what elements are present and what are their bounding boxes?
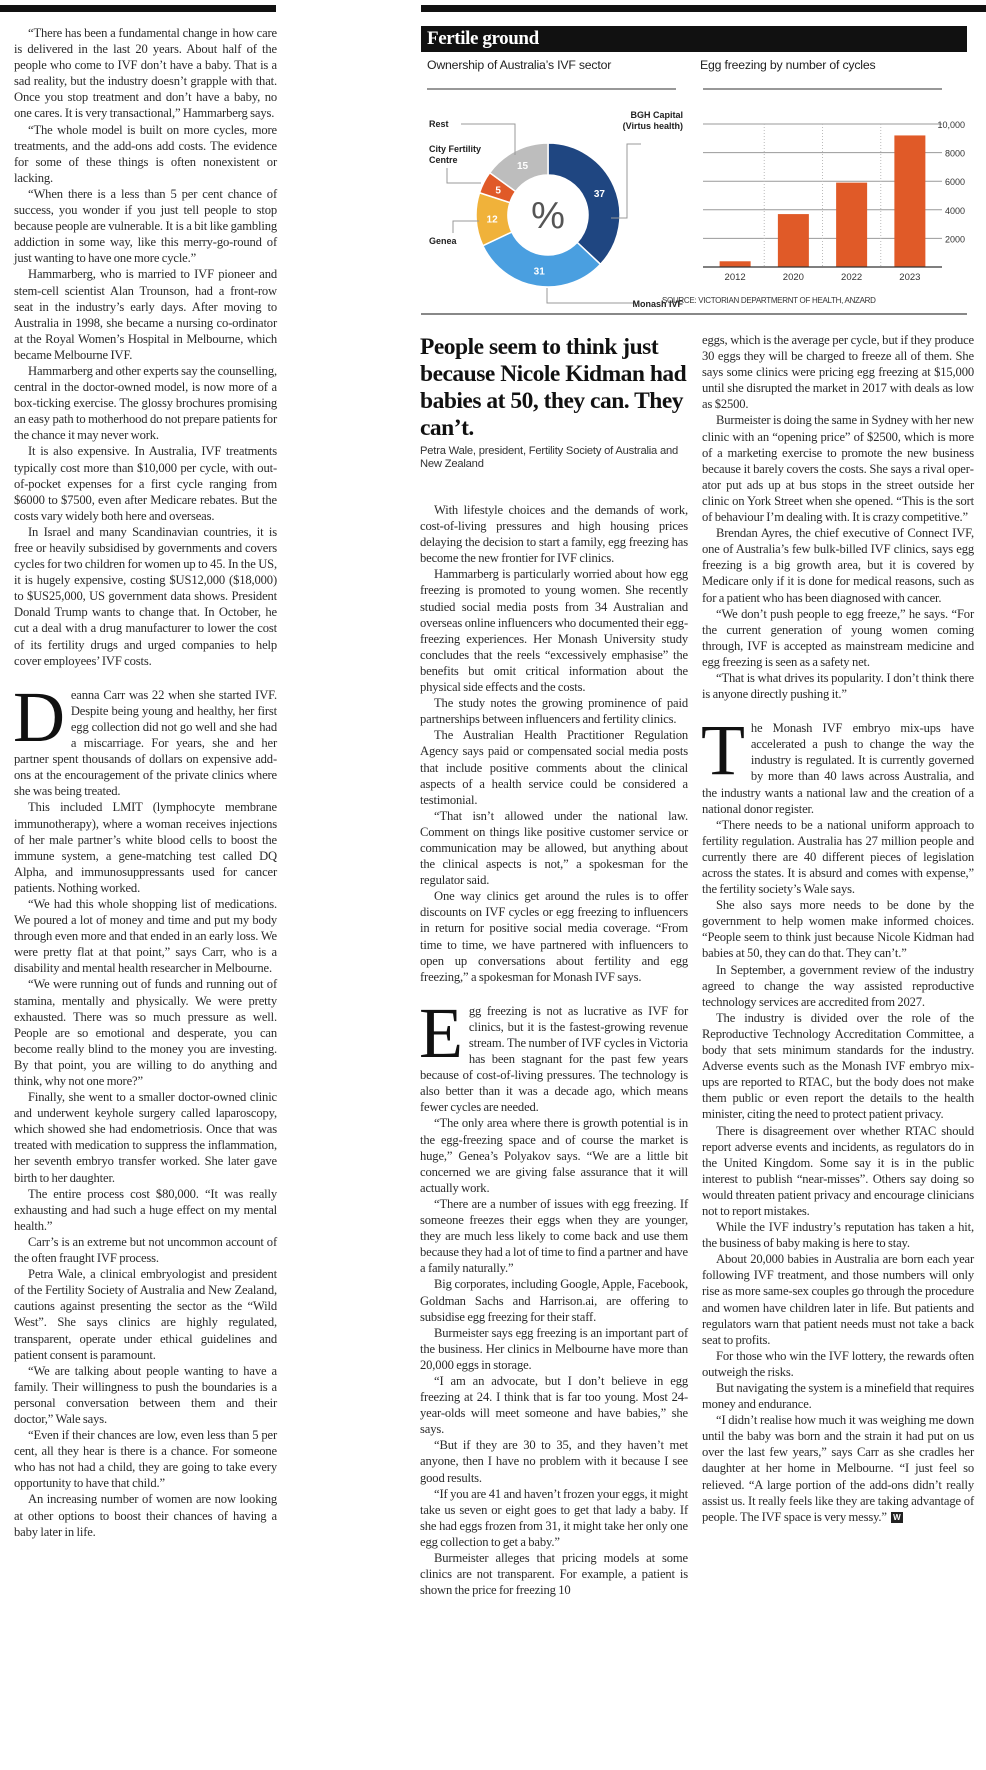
leader-line	[447, 168, 481, 183]
body-paragraph: Burmeister alleges that pricing models at some clinics are not transparent. For example, a patient is shown the price for freezing 10	[420, 1551, 688, 1598]
slice-value-label: 15	[517, 161, 529, 173]
closing-text: “I didn’t realise how much it was weighing me down until the baby was born and the strain it had put on us over the last few years,” says Carr as she cradles her daughter at her home in Melbourne. “I just feel so relieved. “A large portion of the add-ons didn’t really assist us. It really feels like they are taking advantage of people. The IVF space is very messy.”	[702, 1413, 974, 1524]
end-mark-icon: W	[891, 1512, 903, 1523]
slice-value-label: 12	[486, 214, 498, 226]
column-right	[702, 332, 974, 1525]
right-block-1	[702, 412, 974, 702]
x-tick-label: 2023	[899, 272, 921, 283]
middle-dropcap-paragraph	[419, 992, 688, 1116]
leader-line	[547, 288, 636, 303]
slice-value-label: 5	[495, 185, 501, 197]
closing-paragraph	[702, 1412, 974, 1525]
x-tick-label: 2012	[724, 272, 746, 283]
body-paragraph: There is disagreement over whether RTAC should report adverse events and incidents, as regulators do in the United Kingdom. Some say it is in the public interest to publish “near-misses”. Others say doing so would threaten patient privacy and encourage clinicians not to report mistakes.	[702, 1123, 974, 1218]
dropcap-text: gg freezing is not as lucrative as IVF for clinics, but it is the fastest-growing revenue stream. The number of IVF cycles in Victoria has been stagnant for the past few years because of cost-of-living pressures. The technology is also better than it was a decade ago, which means fewer cycles are needed.	[420, 1003, 688, 1115]
body-paragraph: “There has been a fundamental change in how care is delivered in the last 20 years. About half of the people who come to IVF don’t have a baby. That is a sad reality, but the industry doesn’t grapple with that. Once you stop treatment and don’t have a baby, no one cares. It is very transactional,” Hammarberg says.	[14, 26, 277, 121]
body-paragraph: Hammarberg and other experts say the counselling, central in the doctor-owned model, is now more of a box-ticking exercise. The glossy brochures promising an easy path to motherhood do not prepare patients for the chance it may never work.	[14, 363, 277, 443]
body-paragraph: Brendan Ayres, the chief executive of Connect IVF, one of Australia’s few bulk-billed IVF clinics, says egg freezing is a big growth area, but it is covered by Medicare only if it is done for medical reasons, such as for a patient who has been diagnosed with cancer.	[702, 526, 974, 605]
slice-name-label: Genea	[429, 236, 457, 246]
infographic-fertile-ground	[421, 26, 967, 318]
donut-subtitle: Ownership of Australia’s IVF sector	[427, 58, 612, 72]
slice-value-label: 31	[533, 266, 545, 278]
body-paragraph: The industry is divided over the role of the Reproductive Technology Accreditation Committee, a body that sets minimum standards for the industry. Adverse events such as the Monash IVF embryo mix-ups are reported to RTAC, but the body does not make them public or even report the details to the health minister, citing the need to protect patient privacy.	[702, 1010, 974, 1122]
column-middle	[420, 502, 688, 1598]
top-rule-left	[0, 5, 276, 12]
slice-name-label: Monash IVF	[632, 299, 683, 308]
body-paragraph: “We are talking about people wanting to have a family. Their willingness to push the boundaries is a personal conversation between them and their doctor,” Wale says.	[14, 1363, 277, 1426]
body-paragraph: In Israel and many Scandinavian countries, it is free or heavily subsidised by governments and covers cycles for two children for women up to 45. In the US, it is hugely expensive, costing $US12,000 ($18,000) to $US25,000, US government data shows. President Donald Trump wants to change that. In October, he cut a deal with a drug manufacturer to lower the cost of its fertility drugs and urged companies to help cover employees’ IVF costs.	[14, 524, 277, 668]
body-paragraph: “When there is a less than 5 per cent chance of success, you wonder if you just tell people to stop because people are vulnerable. It is a bit like gambling addiction in some way, like this merry-go-round of just wanting to have one more cycle.”	[14, 186, 277, 266]
donut-center-symbol: %	[531, 195, 565, 237]
body-paragraph: “That is what drives its popularity. I don’t think there is anyone directly pushing it.”	[702, 670, 974, 702]
x-tick-label: 2022	[841, 272, 863, 283]
slice-name-label: Centre	[429, 155, 458, 165]
middle-block-2	[420, 1115, 688, 1598]
bar-2020	[778, 214, 809, 267]
body-paragraph: But navigating the system is a minefield that requires money and endurance.	[702, 1381, 974, 1412]
chart-source: SOURCE: VICTORIAN DEPARTMERNT OF HEALTH, ANZARD	[662, 296, 876, 305]
bar-chart	[697, 78, 967, 293]
y-tick-label: 2000	[944, 234, 965, 245]
pull-quote-text: People seem to think just because Nicole Kidman had babies at 50, they can. They can’t.	[420, 334, 687, 441]
body-paragraph: About 20,000 babies in Australia are born each year following IVF treatment, and those numbers will only rise as more same-sex couples go through the procedure and women have children later in life. But patients and regulators warn that patient needs must not take a back seat to profits.	[702, 1252, 974, 1347]
graphic-bottom-rule	[421, 313, 967, 315]
slice-name-label: (Virtus health)	[622, 121, 683, 131]
bar-2012	[720, 261, 751, 267]
body-paragraph: With lifestyle choices and the demands of work, cost-of-living pressures and high housing prices delaying the decision to start a family, egg freezing has become the new frontier for IVF clinics.	[420, 503, 688, 566]
body-paragraph: An increasing number of women are now looking at other options to boost their chances of having a baby later in life.	[14, 1492, 277, 1539]
middle-block-1	[420, 502, 688, 985]
body-paragraph: The Australian Health Practitioner Regulation Agency says paid or compensated social media posts that include positive comments about the clinical aspects of a health service could be considered a testimonial.	[420, 728, 688, 807]
bar-2023	[894, 135, 925, 267]
body-paragraph: “We don’t push people to egg freeze,” he says. “For the current generation of young women coming through, IVF is accepted as mainstream medicine and egg freezing is seen as a safety net.	[702, 606, 974, 669]
body-paragraph: “Even if their chances are low, even less than 5 per cent, all they hear is there is a chance. For someone who has not had a child, they are going to take every opportunity to have that child.”	[14, 1428, 277, 1491]
bar-subtitle: Egg freezing by number of cycles	[700, 58, 876, 72]
y-tick-label: 6000	[944, 177, 965, 188]
slice-name-label: BGH Capital	[630, 110, 683, 120]
body-paragraph: She also says more needs to be done by the government to help women make informed choices. “People seem to think just because Nicole Kidman had babies at 50, they can do that. They can’t.”	[702, 898, 974, 961]
dropcap-text: eanna Carr was 22 when she started IVF. Despite being young and healthy, her first egg collection did not go well and she had a miscarriage. For years, she and her partner spent thousands of dollars on expensive add-ons at the encouragement of the private clinics where she was being treated.	[14, 687, 277, 799]
pull-quote-attribution: Petra Wale, president, Fertility Society of Australia and New Zealand	[420, 445, 679, 470]
body-paragraph: While the IVF industry’s reputation has taken a hit, the business of baby making is here to stay.	[702, 1220, 974, 1251]
body-paragraph: “I am an advocate, but I don’t believe in egg freezing at 24. I think that is far too young. Most 24-year-olds will meet someone and have babies,” she says.	[420, 1373, 688, 1437]
body-paragraph: The study notes the growing prominence of paid partnerships between influencers and fertility clinics.	[420, 696, 688, 727]
body-paragraph: Big corporates, including Google, Apple, Facebook, Goldman Sachs and Harrison.ai, are offering to subsidise egg freezing for their staff.	[420, 1277, 688, 1324]
body-paragraph: “But if they are 30 to 35, and they haven’t met anyone, then I have no problem with it because I see good results.	[420, 1438, 688, 1485]
bar-2022	[836, 183, 867, 267]
body-paragraph: One way clinics get around the rules is to offer discounts on IVF cycles or egg freezing to influencers in return for positive social media coverage. “From time to time, we have partnered with influencers to open up conversations about fertility and egg freezing,” a spokesman for Monash IVF says.	[420, 889, 688, 984]
body-paragraph: Burmeister is doing the same in Sydney with her new clinic with an “opening price” of $2500, which is more of a marketing exercise to promote the new business because it barely covers the costs. She says a rival operator put ads up at bus stops in the street outside her clinic on York Street when she opened. “This is the sort of behaviour I’m dealing with. It is crazy competitive.”	[702, 413, 974, 525]
y-tick-label: 4000	[944, 205, 965, 216]
body-paragraph: “The only area where there is growth potential is in the egg-freezing space and of course the market is huge,” Genea’s Polyakov says. “We are a little bit concerned we are giving false assurance that it will actually work.	[420, 1116, 688, 1195]
body-paragraph: “We were running out of funds and running out of stamina, mentally and physically. We were pretty exhausted. There was so much pressure as well. People are so emotional and desperate, you can become really blind to the money you are investing. By that point, you are willing to do anything and think, why not one more?”	[14, 977, 277, 1088]
slice-name-label: City Fertility	[429, 144, 482, 154]
dropcap-t: T	[701, 710, 745, 791]
body-paragraph: “We had this whole shopping list of medications. We poured a lot of money and time and put my body through even more and that ended in an early loss. We were pretty flat at that point,” says Carr, who is a disability and mental health researcher in Melbourne.	[14, 896, 277, 976]
body-paragraph: This included LMIT (lymphocyte membrane immunotherapy), where a woman receives injections of her male partner’s white blood cells to boost the immune system, a gene-matching test called DQ Alpha, and immunosuppressants used for cancer patients. Nothing worked.	[14, 800, 277, 895]
x-tick-label: 2020	[782, 272, 804, 283]
body-paragraph: Carr’s is an extreme but not uncommon account of the often fraught IVF process.	[14, 1234, 277, 1266]
leader-line	[453, 221, 479, 233]
left-dropcap-paragraph	[13, 676, 277, 800]
body-paragraph: “There needs to be a national uniform approach to fertility regulation. Australia has 27 million people and currently there are 40 different pieces of legislation across the states. It is absurd and comes with expense,” the fertility society’s Wale says.	[702, 817, 974, 897]
body-paragraph: “That isn’t allowed under the national law. Comment on things like positive customer service or communication may be allowed, but anything about the clinical aspects is not,” a spokesman for the regulator said.	[420, 808, 688, 888]
y-tick-label: 10,000	[937, 120, 965, 130]
slice-value-label: 37	[593, 188, 605, 200]
body-paragraph: Burmeister says egg freezing is an important part of the business. Her clinics in Melbourne have more than 20,000 eggs in storage.	[420, 1325, 688, 1372]
body-paragraph: The entire process cost $80,000. “It was really exhausting and had such a huge effect on my mental health.”	[14, 1186, 277, 1233]
right-dropcap-paragraph	[701, 710, 974, 817]
body-paragraph: Petra Wale, a clinical embryologist and president of the Fertility Society of Australia and New Zealand, cautions against presenting the sector as the “Wild West”. She says clinics are highly regulated, transparent, operate under ethical guidelines and patient consent is paramount.	[14, 1267, 277, 1362]
body-paragraph: “There are a number of issues with egg freezing. If someone freezes their eggs when they are younger, they are much less likely to come back and use them because they had a lot of time to find a partner and have a family naturally.”	[420, 1196, 688, 1276]
body-paragraph: Hammarberg, who is married to IVF pioneer and stem-cell scientist Alan Trounson, had a front-row seat in the industry’s early days. After moving to Australia in 1998, she became a nursing co-ordinator at the Royal Women’s Hospital in Melbourne, which became Melbourne IVF.	[14, 267, 277, 362]
dropcap-e: E	[419, 992, 463, 1073]
slice-name-label: Rest	[429, 119, 449, 129]
dropcap-d: D	[13, 676, 65, 757]
right-block-2	[702, 817, 974, 1412]
body-paragraph: “The whole model is built on more cycles, more treatments, and the add-ons add costs. The evidence for some of these things is often nonexistent or lacking.	[14, 122, 277, 185]
body-paragraph: Finally, she went to a smaller doctor-owned clinic and underwent keyhole surgery called laparoscopy, which showed she had endometriosis. Once that was treated with medication to suppress the inflammation, her seventh embryo transfer worked. She later gave birth to her daughter.	[14, 1090, 277, 1185]
dropcap-text: he Monash IVF embryo mix-ups have accelerated a push to change the way the industry is regulated. It is currently governed by more than 40 laws across Australia, and the industry wants a national law and the creation of a national donor register.	[702, 721, 974, 816]
body-paragraph: “If you are 41 and haven’t frozen your eggs, it might take us seven or eight goes to get that lady a baby. If she had eggs frozen from 31, it might take her only one egg collection to get a baby.”	[420, 1486, 688, 1549]
left-block-2	[14, 799, 277, 1539]
y-tick-label: 8000	[944, 148, 965, 159]
right-continuation-paragraph: eggs, which is the average per cycle, but if they produce 30 eggs they will be charged to freeze all of them. She says some clinics were pricing egg freezing at $15,000 until she disrupted the market in 2017 with deals as low as $2500.	[702, 333, 974, 412]
graphic-title: Fertile ground	[421, 26, 967, 52]
left-block-1	[14, 25, 277, 669]
top-rule-right	[421, 5, 986, 12]
column-left	[14, 25, 277, 1540]
body-paragraph: Hammarberg is particularly worried about how egg freezing is promoted to young women. She recently studied social media posts from 34 Australian and overseas online influencers who documented their egg-freezing experiences. Her Monash University study concludes that the reels “excessively emphasise” the benefits but omit critical information about the physical side effects and the costs.	[420, 567, 688, 695]
body-paragraph: It is also expensive. In Australia, IVF treatments typically cost more than $10,000 per cycle, with out-of-pocket expenses for a first cycle ranging from $6000 to $7500, even after Medicare rebates. But the costs vary widely both here and overseas.	[14, 444, 277, 523]
pull-quote	[420, 334, 688, 471]
body-paragraph: For those who win the IVF lottery, the rewards often outweigh the risks.	[702, 1348, 974, 1379]
body-paragraph: In September, a government review of the industry agreed to change the way assisted reproductive technology services are accredited from 2027.	[702, 962, 974, 1009]
donut-chart	[421, 78, 691, 308]
